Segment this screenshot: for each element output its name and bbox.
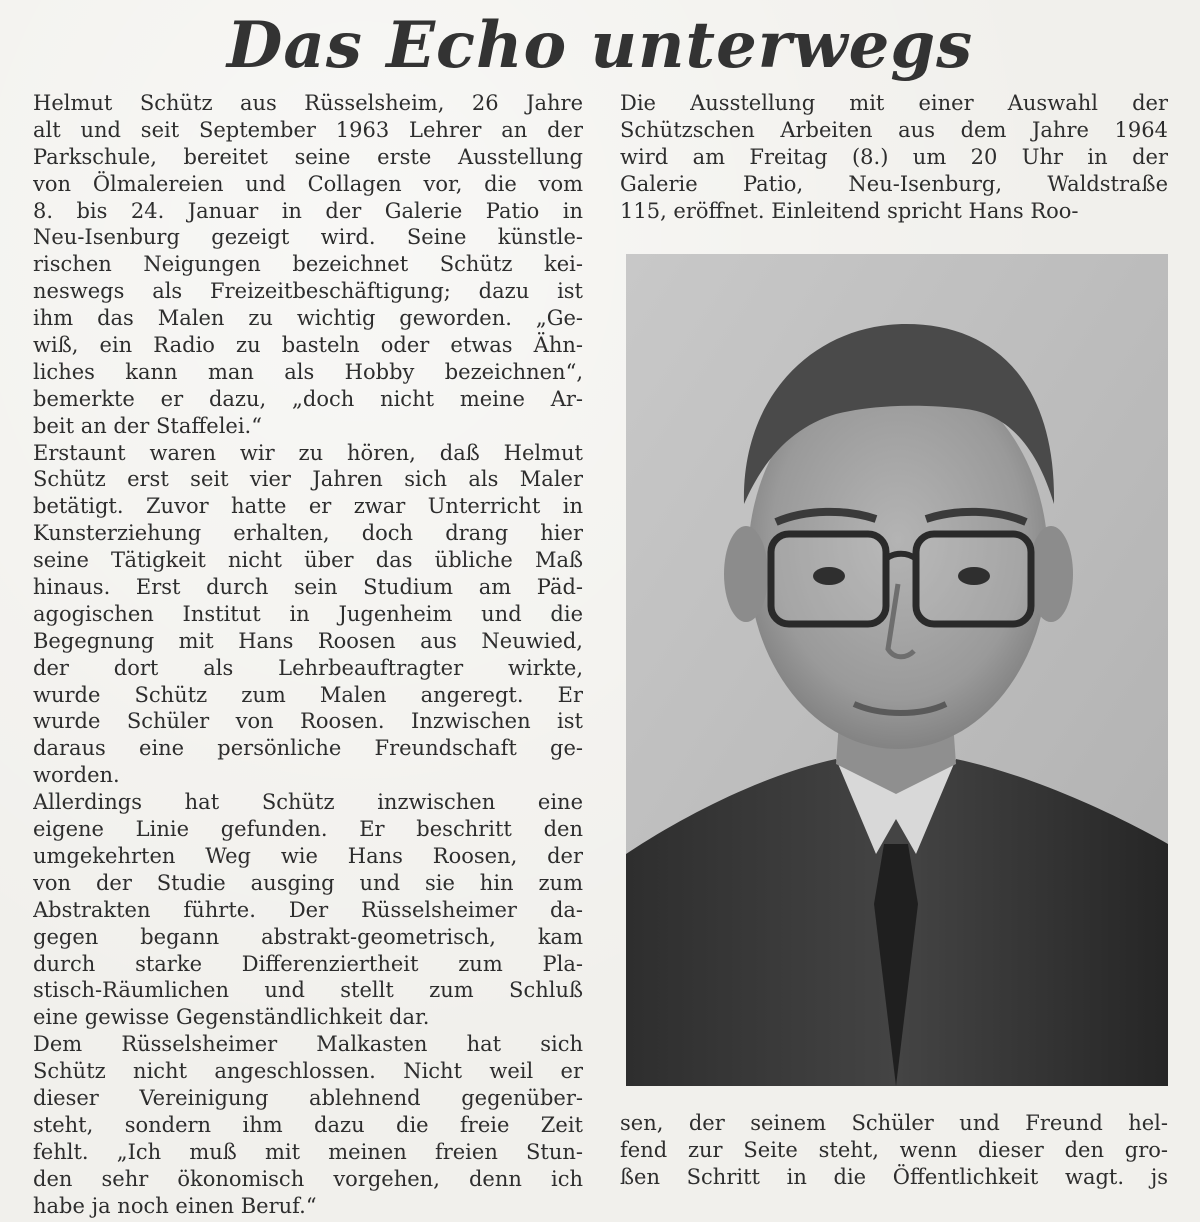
article-line: Allerdings hat Schütz inzwischen eine bbox=[33, 790, 583, 815]
right-eye bbox=[958, 567, 990, 585]
article-line: bemerkte er dazu, „doch nicht meine Ar- bbox=[33, 386, 583, 411]
right-ear bbox=[1029, 526, 1073, 622]
portrait-photo bbox=[626, 254, 1168, 1086]
article-line: durch starke Differenziertheit zum Pla- bbox=[33, 951, 583, 976]
article-line: daraus eine persönliche Freundschaft ge- bbox=[33, 736, 583, 761]
article-line: beit an der Staffelei.“ bbox=[33, 413, 262, 438]
article-line: Abstrakten führte. Der Rüsselsheimer da- bbox=[33, 897, 583, 922]
article-line: umgekehrten Weg wie Hans Roosen, der bbox=[33, 843, 583, 868]
article-line: Helmut Schütz aus Rüsselsheim, 26 Jahre bbox=[33, 91, 583, 115]
article-line: betätigt. Zuvor hatte er zwar Unterricht in bbox=[33, 494, 583, 519]
article-line: hinaus. Erst durch sein Studium am Päd- bbox=[33, 575, 583, 600]
article-line: Schützschen Arbeiten aus dem Jahre 1964 bbox=[620, 117, 1168, 142]
article-line: sen, der seinem Schüler und Freund hel- bbox=[620, 1111, 1168, 1135]
article-line: seine Tätigkeit nicht über das übliche Maß bbox=[33, 548, 583, 573]
article-line: ßen Schritt in die Öffentlichkeit wagt. js bbox=[620, 1164, 1168, 1189]
headline: Das Echo unterwegs bbox=[226, 8, 974, 83]
article-line: wiß, ein Radio zu basteln oder etwas Ähn- bbox=[33, 333, 583, 358]
article-line: rischen Neigungen bezeichnet Schütz kei- bbox=[33, 252, 583, 277]
article-line: 8. bis 24. Januar in der Galerie Patio in bbox=[33, 198, 583, 223]
article-line: Parkschule, bereitet seine erste Ausstellung bbox=[33, 144, 583, 169]
article-line: Die Ausstellung mit einer Auswahl der bbox=[620, 91, 1168, 115]
article-line: Dem Rüsselsheimer Malkasten hat sich bbox=[33, 1032, 583, 1057]
article-line: dieser Vereinigung ablehnend gegenüber- bbox=[33, 1085, 583, 1110]
article-line: agogischen Institut in Jugenheim und die bbox=[33, 601, 583, 626]
article-line: Schütz erst seit vier Jahren sich als Maler bbox=[33, 467, 583, 492]
article-line: Neu-Isenburg gezeigt wird. Seine künstle- bbox=[33, 225, 583, 250]
article-right-column-top bbox=[620, 90, 1168, 224]
article-line: wurde Schütz zum Malen angeregt. Er bbox=[33, 682, 583, 707]
article-line: eigene Linie gefunden. Er beschritt den bbox=[33, 817, 583, 842]
article-line: alt und seit September 1963 Lehrer an der bbox=[33, 117, 583, 142]
article-line: habe ja noch einen Beruf.“ bbox=[33, 1193, 317, 1218]
left-eye bbox=[813, 567, 845, 585]
article-line: wird am Freitag (8.) um 20 Uhr in der bbox=[620, 144, 1168, 169]
article-left-column bbox=[33, 90, 583, 1219]
article-line: Galerie Patio, Neu-Isenburg, Waldstraße bbox=[620, 171, 1168, 196]
article-line: fehlt. „Ich muß mit meinen freien Stun- bbox=[33, 1139, 583, 1164]
article-line: Erstaunt waren wir zu hören, daß Helmut bbox=[33, 440, 583, 465]
article-line: der dort als Lehrbeauftragter wirkte, bbox=[33, 655, 583, 680]
article-line: worden. bbox=[33, 763, 120, 788]
article-line: liches kann man als Hobby bezeichnen“, bbox=[33, 359, 583, 384]
article-line: von Ölmalereien und Collagen vor, die vom bbox=[33, 171, 583, 196]
article-line: den sehr ökonomisch vorgehen, denn ich bbox=[33, 1166, 583, 1191]
left-ear bbox=[724, 526, 768, 622]
article-line: Kunsterziehung erhalten, doch drang hier bbox=[33, 521, 583, 546]
article-line: Schütz nicht angeschlossen. Nicht weil er bbox=[33, 1059, 583, 1084]
article-line: von der Studie ausging und sie hin zum bbox=[33, 870, 583, 895]
article-line: ihm das Malen zu wichtig geworden. „Ge- bbox=[33, 306, 583, 331]
article-line: stisch-Räumlichen und stellt zum Schluß bbox=[33, 978, 583, 1003]
portrait-illustration bbox=[626, 254, 1168, 1086]
article-line: gegen begann abstrakt-geometrisch, kam bbox=[33, 924, 583, 949]
article-line: wurde Schüler von Roosen. Inzwischen ist bbox=[33, 709, 583, 734]
article-line: steht, sondern ihm dazu die freie Zeit bbox=[33, 1112, 583, 1137]
article-line: fend zur Seite steht, wenn dieser den gro- bbox=[620, 1137, 1168, 1162]
article-line: eine gewisse Gegenständlichkeit dar. bbox=[33, 1005, 430, 1030]
article-line: 115, eröffnet. Einleitend spricht Hans Roo- bbox=[620, 198, 1079, 223]
article-right-column-bottom bbox=[620, 1110, 1168, 1191]
article-line: neswegs als Freizeitbeschäftigung; dazu ist bbox=[33, 279, 583, 304]
article-line: Begegnung mit Hans Roosen aus Neuwied, bbox=[33, 628, 583, 653]
